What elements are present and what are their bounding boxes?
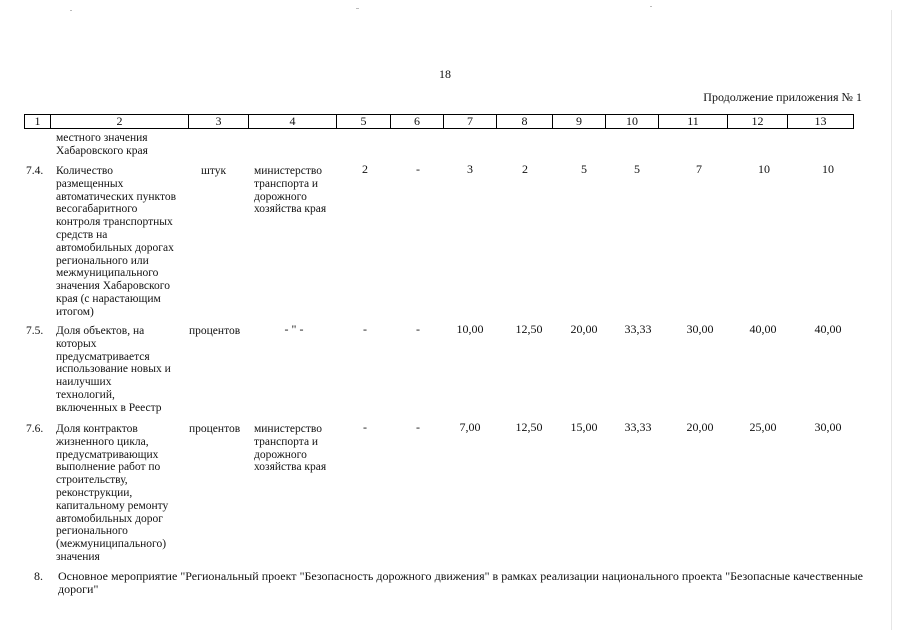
value-col-9: 15,00: [570, 420, 598, 434]
scan-artifact: [356, 8, 359, 9]
value-col-5: -: [363, 322, 367, 336]
col-header-13: 13: [788, 115, 854, 129]
value-col-11: 30,00: [686, 322, 714, 336]
value-col-10: 5: [634, 162, 640, 176]
value-col-7: 10,00: [456, 322, 484, 336]
value-col-12: 40,00: [749, 322, 777, 336]
value-col-13: 30,00: [814, 420, 842, 434]
value-col-7: 7,00: [459, 420, 481, 434]
row-number: 7.5.: [26, 325, 44, 337]
value-col-5: -: [363, 420, 367, 434]
value-col-13: 40,00: [814, 322, 842, 336]
item-number: 8.: [34, 569, 43, 583]
responsible: министерство транспорта и дорожного хозяйства края: [254, 165, 327, 216]
col-header-10: 10: [606, 115, 659, 129]
value-col-5: 2: [362, 162, 368, 176]
column-header-table: [24, 114, 854, 129]
indicator-name: Доля контрактов жизненного цикла, предусматривающих выполнение работ по строительству, реконструкции, капитальному ремонту автомобильных дорог регионального (межмуниципального) значения: [56, 423, 169, 563]
col-header-3: 3: [189, 115, 249, 129]
value-col-10: 33,33: [624, 420, 652, 434]
value-col-6: -: [416, 322, 420, 336]
col-header-8: 8: [497, 115, 553, 129]
scan-artifact: [650, 6, 652, 7]
col-header-5: 5: [337, 115, 391, 129]
value-col-13: 10: [822, 162, 834, 176]
page-number: 18: [439, 67, 451, 81]
value-col-9: 5: [581, 162, 587, 176]
continuation-label: Продолжение приложения № 1: [703, 90, 862, 104]
value-col-9: 20,00: [570, 322, 598, 336]
row-number: 7.4.: [26, 165, 44, 177]
value-col-7: 3: [467, 162, 473, 176]
value-col-6: -: [416, 162, 420, 176]
unit: процентов: [189, 423, 241, 435]
item-text: Основное мероприятие "Региональный проект "Безопасность дорожного движения" в рамках реализации национального проекта "Безопасные качественные дороги": [58, 569, 863, 596]
col-header-4: 4: [249, 115, 337, 129]
indicator-name: Количество размещенных автоматических пунктов весогабаритного контроля транспортных средств на автомобильных дорогах регионального или межмуниципального значения Хабаровского края (с нарастающим итогом): [56, 165, 177, 318]
value-col-8: 2: [522, 162, 528, 176]
indicator-name: Доля объектов, на которых предусматривается использование новых и наилучших технологий, включенных в Реестр: [56, 325, 171, 414]
col-header-9: 9: [553, 115, 606, 129]
col-header-7: 7: [444, 115, 497, 129]
col-header-11: 11: [659, 115, 728, 129]
value-col-6: -: [416, 420, 420, 434]
col-header-2: 2: [51, 115, 189, 129]
value-col-11: 20,00: [686, 420, 714, 434]
responsible: - " -: [284, 322, 304, 336]
scan-edge: [891, 10, 892, 630]
col-header-1: 1: [25, 115, 51, 129]
value-col-12: 25,00: [749, 420, 777, 434]
row-number: 7.6.: [26, 423, 44, 435]
scan-artifact: [70, 10, 72, 11]
value-col-10: 33,33: [624, 322, 652, 336]
value-col-12: 10: [758, 162, 770, 176]
value-col-8: 12,50: [515, 322, 543, 336]
unit: процентов: [189, 325, 241, 337]
previous-row-tail: местного значения Хабаровского края: [56, 132, 148, 157]
unit: штук: [201, 165, 227, 177]
value-col-8: 12,50: [515, 420, 543, 434]
responsible: министерство транспорта и дорожного хозяйства края: [254, 423, 327, 474]
value-col-11: 7: [696, 162, 702, 176]
col-header-12: 12: [728, 115, 788, 129]
col-header-6: 6: [391, 115, 444, 129]
